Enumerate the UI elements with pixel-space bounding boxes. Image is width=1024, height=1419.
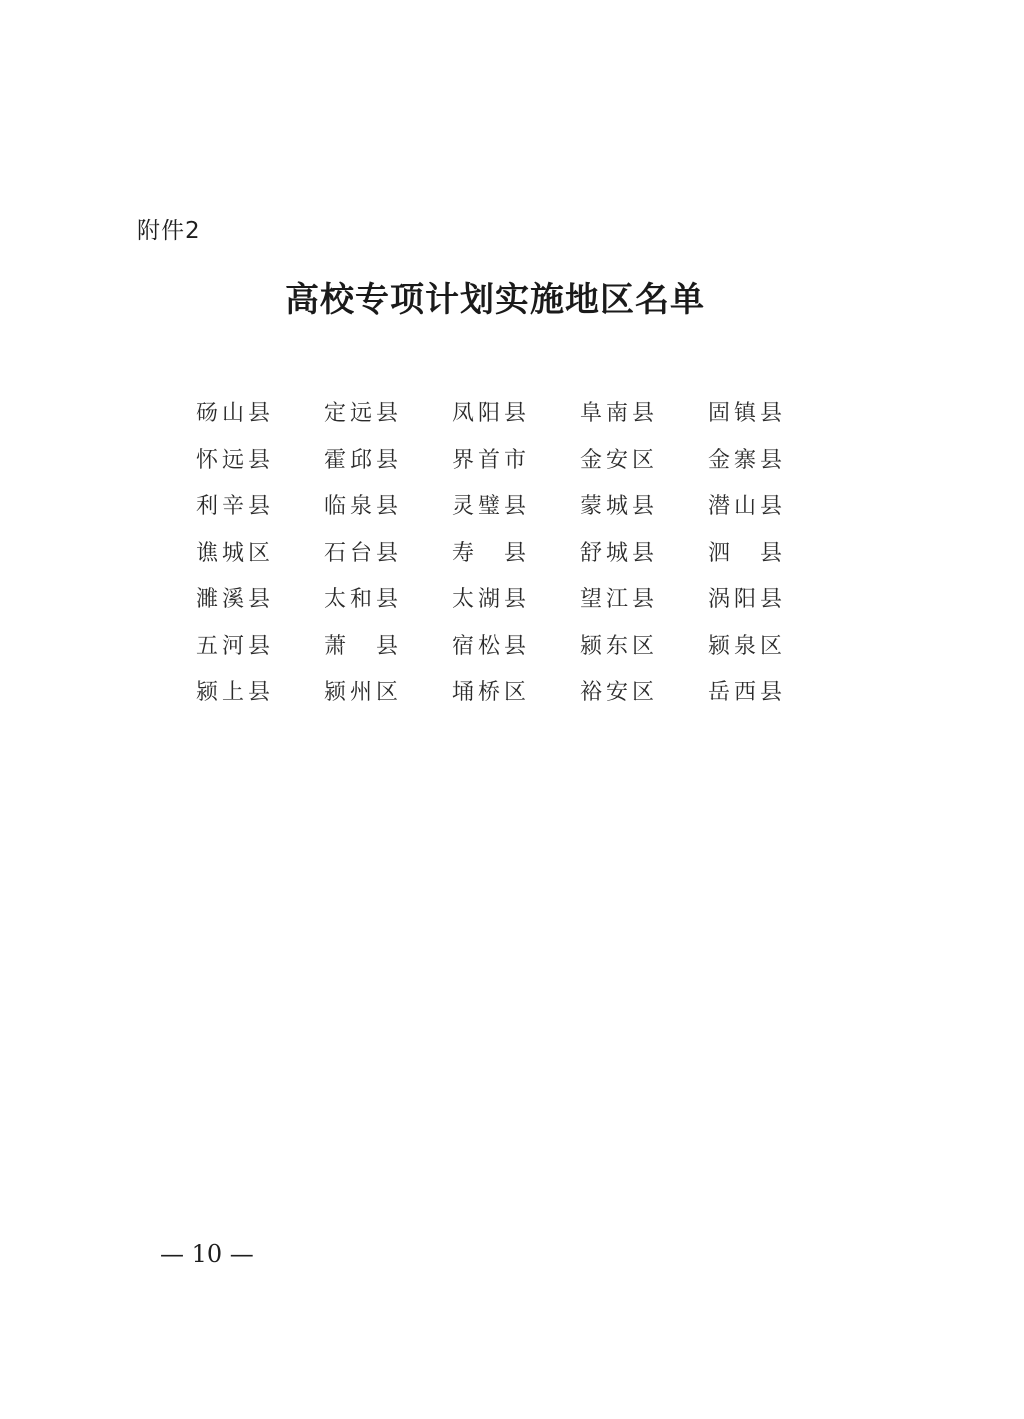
region-name: 临泉县 (324, 494, 403, 519)
region-name: 颍泉区 (708, 633, 787, 659)
region-name: 涡阳县 (708, 587, 787, 612)
region-name: 凤阳县 (452, 401, 531, 426)
region-name: 五河县 (196, 633, 275, 659)
page-number: — 10 — (160, 1240, 254, 1268)
region-name: 寿 县 (452, 540, 531, 566)
region-name: 望江县 (580, 587, 659, 612)
attachment-label: 附件2 (137, 218, 201, 244)
region-list (196, 394, 836, 720)
region-name: 谯城区 (196, 540, 275, 566)
region-name: 金寨县 (708, 447, 787, 473)
region-name: 太湖县 (452, 587, 531, 612)
region-name: 阜南县 (580, 401, 659, 426)
region-name: 灵璧县 (452, 494, 531, 519)
region-name: 颍州区 (324, 680, 403, 705)
region-name: 潜山县 (708, 494, 787, 519)
region-name: 舒城县 (580, 540, 659, 566)
region-name: 固镇县 (708, 401, 787, 426)
region-name: 霍邱县 (324, 447, 403, 473)
region-name: 裕安区 (580, 680, 659, 705)
region-name: 利辛县 (196, 494, 275, 519)
region-name: 颍东区 (580, 633, 659, 659)
region-name: 宿松县 (452, 633, 531, 659)
region-name: 埇桥区 (452, 680, 531, 705)
region-name: 砀山县 (196, 401, 275, 426)
region-name: 颍上县 (196, 680, 275, 705)
region-name: 太和县 (324, 587, 403, 612)
region-name: 怀远县 (196, 447, 275, 473)
region-name: 界首市 (452, 447, 531, 473)
region-name: 岳西县 (708, 680, 787, 705)
region-name: 金安区 (580, 447, 659, 473)
region-name: 蒙城县 (580, 494, 659, 519)
region-name: 定远县 (324, 401, 403, 426)
region-name: 石台县 (324, 540, 403, 566)
region-name: 泗 县 (708, 540, 787, 566)
region-name: 萧 县 (324, 633, 403, 659)
region-name: 濉溪县 (196, 587, 275, 612)
document-title: 高校专项计划实施地区名单 (285, 280, 705, 320)
